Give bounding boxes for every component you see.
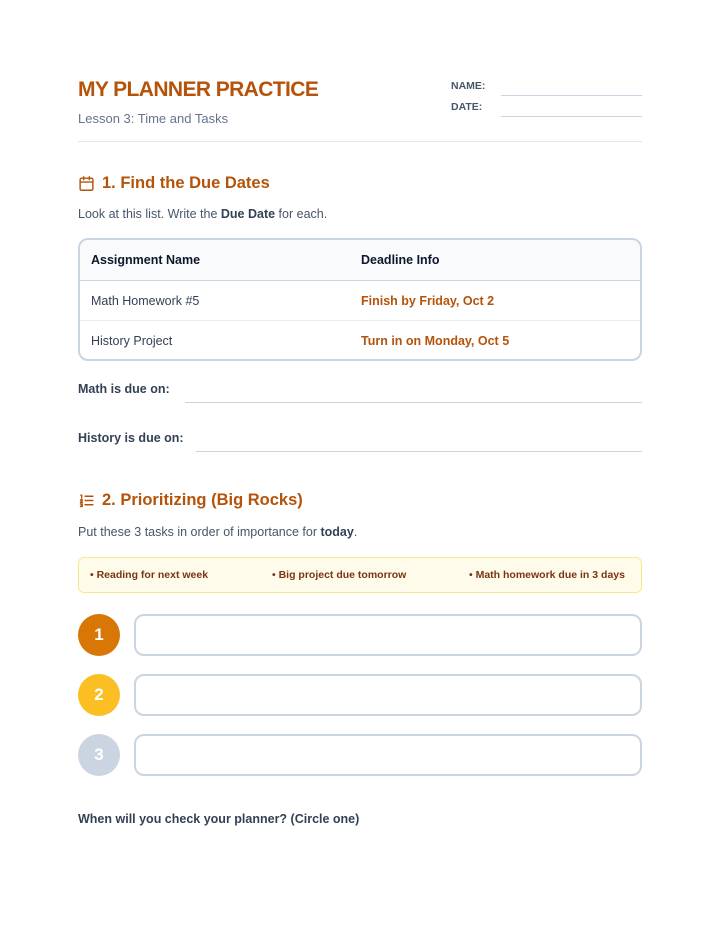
date-label: DATE: (451, 101, 483, 113)
calendar-icon (78, 175, 95, 192)
rank-2-badge: 2 (78, 674, 120, 716)
instruction-text-end: for each. (275, 207, 328, 221)
assignments-table (78, 238, 642, 361)
date-field[interactable] (451, 99, 642, 117)
page-title: MY PLANNER PRACTICE (78, 78, 319, 101)
math-answer-label: Math is due on: (78, 382, 170, 396)
history-answer-row (78, 431, 642, 453)
name-line[interactable] (501, 95, 642, 96)
instruction-emphasis: today (320, 525, 354, 539)
rank-1-answer-box[interactable] (134, 614, 642, 656)
instruction-text: Put these 3 tasks in order of importance for (78, 525, 321, 539)
name-field[interactable] (451, 78, 642, 96)
assignment-name: Math Homework #5 (91, 293, 200, 308)
section-2-heading (78, 489, 303, 511)
column-header-deadline: Deadline Info (361, 253, 440, 267)
math-answer-line[interactable] (185, 402, 642, 403)
list-ordered-icon (78, 492, 95, 509)
math-answer-row (78, 382, 642, 404)
table-row (80, 281, 640, 321)
name-label: NAME: (451, 80, 486, 92)
planner-check-question: When will you check your planner? (Circle one) (78, 812, 360, 826)
instruction-emphasis: Due Date (220, 207, 276, 221)
history-answer-label: History is due on: (78, 431, 184, 445)
deadline-info: Finish by Friday, Oct 2 (361, 293, 495, 308)
section-2-instruction (78, 525, 357, 539)
section-2-title: 2. Prioritizing (Big Rocks) (102, 490, 303, 509)
section-1-heading (78, 172, 270, 194)
page-subtitle: Lesson 3: Time and Tasks (78, 111, 229, 126)
rank-2-answer-box[interactable] (134, 674, 642, 716)
rank-3-badge: 3 (78, 734, 120, 776)
tasks-list-box (78, 557, 642, 593)
deadline-info: Turn in on Monday, Oct 5 (361, 334, 510, 348)
assignment-name: History Project (91, 334, 173, 348)
section-1-title: 1. Find the Due Dates (102, 173, 270, 192)
task-item: • Big project due tomorrow (272, 569, 407, 581)
task-item: • Math homework due in 3 days (469, 569, 625, 581)
date-line[interactable] (501, 116, 642, 117)
history-answer-line[interactable] (196, 451, 642, 452)
column-header-assignment: Assignment Name (91, 253, 201, 267)
table-header-row (80, 240, 640, 281)
instruction-text: Look at this list. Write the (78, 207, 221, 221)
task-item: • Reading for next week (90, 569, 209, 581)
rank-1-badge: 1 (78, 614, 120, 656)
table-row (80, 321, 640, 361)
instruction-text-end: . (353, 525, 358, 539)
section-1-instruction (78, 207, 327, 221)
worksheet-header (78, 78, 642, 142)
rank-3-answer-box[interactable] (134, 734, 642, 776)
